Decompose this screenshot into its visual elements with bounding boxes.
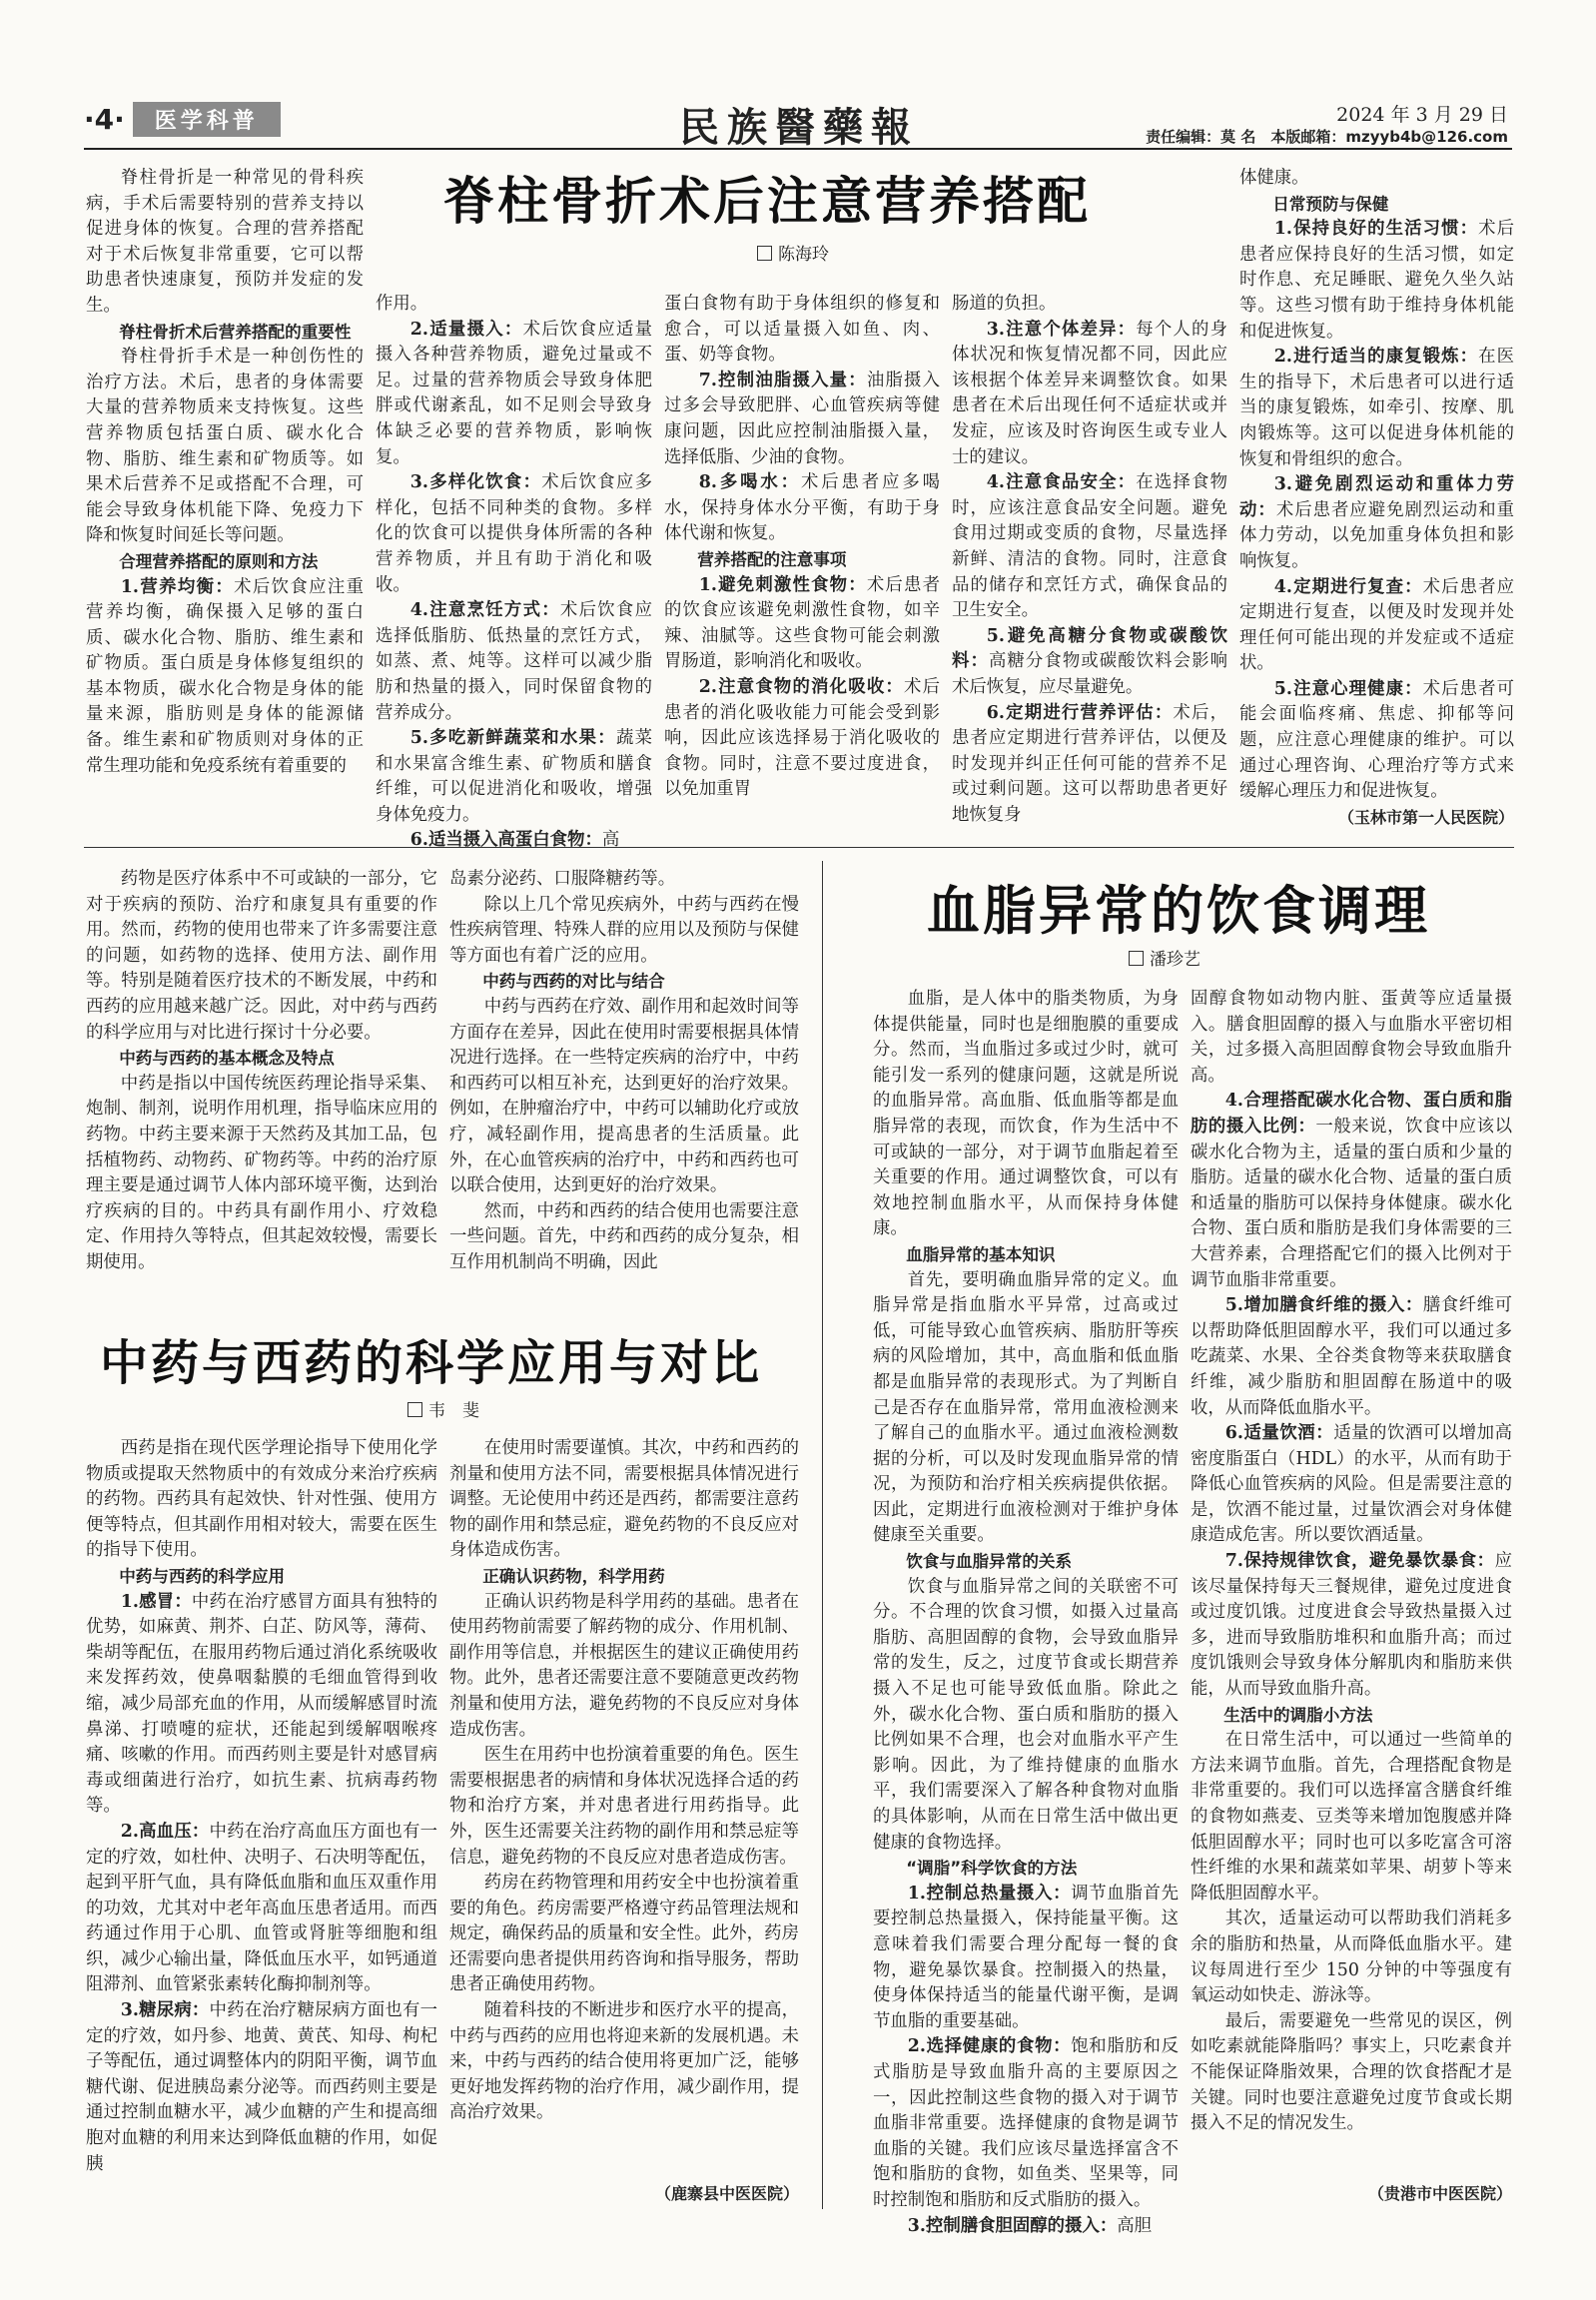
paragraph [873,2214,1179,2240]
paragraph [664,573,940,675]
header-rule [84,148,1512,150]
paragraph [873,2034,1179,2213]
paragraph: 药房在药物管理和用药安全中也扮演着重要的角色。药房需要严格遵守药品管理法规和规定，确保药品的质量和安全性。此外，药房还需要向患者提供用药咨询和指导服务，帮助患者正确使用药物。 [449,1873,799,1995]
paragraph [376,598,652,726]
paragraph-text: 术后饮食应注重营养均衡，确保摄入足够的蛋白质、碳水化合物、脂肪、维生素和矿物质。蛋白质是身体修复组织的基本物质，碳水化合物是身体的能量来源，脂肪则是身体的能源储备。维生素和矿物质则对身体的正常生理功能和免疫系统有着重要的 [86,576,364,776]
a3-source-wrap [1191,2181,1512,2211]
paragraph-text: 术后患者应避免剧烈运动和重体力劳动，以免加重身体负担和影响恢复。 [1239,499,1514,571]
paragraph-text: 每个人的身体状况和恢复情况都不同，因此应该根据个体差异来调整饮食。如果患者在术后出现任何不适症状或并发症，应该及时咨询医生或专业人士的建议。 [952,319,1227,467]
paragraph [664,675,940,803]
a1-col1 [86,166,364,815]
paragraph-lead: 2.高血压： [120,1821,210,1842]
a1-col4 [952,292,1227,851]
paragraph: 蛋白食物有助于身体组织的修复和愈合，可以适量摄入如鱼、肉、蛋、奶等食物。 [664,294,940,366]
a2-bot-col1 [86,1436,437,2205]
article-title-lipid: 血脂异常的饮食调理 [927,880,1430,942]
paragraph: 中药与西药在疗效、副作用和起效时间等方面存在差异，因此在使用时需要根据具体情况进行选择。在一些特定疾病的治疗中，中药和西药可以相互补充，达到更好的治疗效果。例如，在肿瘤治疗中，中药可以辅助化疗或放疗，减轻副作用，提高患者的生活质量。此外，在心血管疾病的治疗中，中药和西药也可以联合使用，达到更好的治疗效果。 [449,996,799,1196]
a1-col3 [664,292,940,851]
subheading: 脊柱骨折术后营养搭配的重要性 [119,322,352,342]
subheading: 合理营养搭配的原则和方法 [119,551,319,571]
paragraph [1191,1549,1512,1703]
article-author-spine: 陈海玲 [757,240,829,265]
paragraph [86,1820,437,1998]
article-title-medicine: 中药与西药的科学应用与对比 [100,1335,763,1391]
paragraph-lead: 6.适当摄入高蛋白食物： [409,830,602,851]
paragraph [1191,1089,1512,1293]
paragraph-text: 术后饮食应适量摄入各种营养物质，避免过量或不足。过量的营养物质会导致身体肥胖或代谢紊乱，如不足则会导致身体缺乏必要的营养物质，影响恢复。 [376,319,652,467]
paragraph: 固醇食物如动物内脏、蛋黄等应适量摄入。膳食胆固醇的摄入与血脂水平密切相关，过多摄入高胆固醇食物会导致血脂升高。 [1191,989,1512,1086]
paragraph: 体健康。 [1239,168,1309,188]
paragraph: 随着科技的不断进步和医疗水平的提高，中药与西药的应用也将迎来新的发展机遇。未来，中药与西药的结合使用将更加广泛，能够更好地发挥药物的治疗作用，减少副作用，提高治疗效果。 [449,2000,799,2123]
paragraph: 饮食与血脂异常之间的关联密不可分。不合理的饮食习惯，如摄入过量高脂肪、高胆固醇的食物，会导致血脂异常的发生，反之，过度节食或长期营养摄入不足也可能导致低血脂。除此之外，碳水化合物、蛋白质和脂肪的摄入比例如果不合理，也会对血脂水平产生影响。因此，为了维持健康的血脂水平，我们需要深入了解各种食物对血脂的具体影响，从而在日常生活中做出更健康的食物选择。 [873,1576,1179,1853]
paragraph-lead: 2.注意食物的消化吸收： [698,676,905,697]
subheading: “调脂”科学饮食的方法 [906,1859,1078,1879]
paragraph-lead: 5.注意心理健康： [1273,678,1423,699]
subheading: 饮食与血脂异常的关系 [906,1552,1073,1572]
a1-source-wrap [1239,805,1514,835]
paragraph-lead: 5.多吃新鲜蔬菜和水果： [409,728,616,749]
paragraph [952,470,1227,624]
paragraph-text: 中药在治疗糖尿病方面也有一定的疗效，如丹参、地黄、黄芪、知母、枸杞子等配伍，通过调整体内的阴阳平衡，调节血糖代谢、促进胰岛素分泌等。而西药则主要是通过控制血糖水平，减少血糖的产生和提高细胞对血糖的利用来达到降低血糖的作用，如促胰 [86,2000,437,2174]
page-section-tag [84,102,281,136]
paragraph-lead: 7.控制油脂摄入量： [698,370,867,390]
paragraph-text: 术后患者应多喝水，保持身体水分平衡，有助于身体代谢和恢复。 [664,472,940,544]
paragraph-text: 应该尽量保持每天三餐规律，避免过度进食或过度饥饿。过度进食会导致热量摄入过多，进而导致脂肪堆积和血脂升高；而过度饥饿则会导致身体分解肌肉和脂肪来供能，从而导致血脂升高。 [1191,1551,1512,1700]
a1-bottom-rule [84,847,1514,848]
paragraph-lead: 3.注意个体差异： [986,319,1137,340]
subheading: 中药与西药的基本概念及特点 [119,1049,335,1069]
article-author-lipid: 潘珍艺 [1129,945,1200,970]
paragraph-text: 在选择食物时，应该注意食品安全问题。避免食用过期或变质的食物，尽量选择新鲜、清洁的食物。同时，注意食品的储存和烹饪方式，确保食品的卫生安全。 [952,472,1227,621]
subheading: 日常预防与保健 [1272,194,1389,214]
paragraph: 医生在用药中也扮演着重要的角色。医生需要根据患者的病情和身体状况选择合适的药物和治疗方案，并对患者进行用药指导。此外，医生还需要关注药物的副作用和禁忌症等信息，避免药物的不良反应对患者造成伤害。 [449,1745,799,1868]
issue-date: 2024 年 3 月 29 日 [1336,104,1508,126]
paragraph-text: 术后患者应定期进行复查，以便及时发现并处理任何可能出现的并发症或不适症状。 [1239,576,1514,674]
paragraph-text: 蔬菜和水果富含维生素、矿物质和膳食纤维，可以促进消化和吸收，增强身体免疫力。 [376,728,652,825]
paragraph: 在使用时需要谨慎。其次，中药和西药的剂量和使用方法不同，需要根据具体情况进行调整。无论使用中药还是西药，都需要注意药物的副作用和禁忌症，避免药物的不良反应对身体造成伤害。 [449,1438,799,1561]
paragraph: 肠道的负担。 [952,294,1057,314]
paragraph [1239,677,1514,805]
paragraph-lead: 6.定期进行营养评估： [986,702,1174,723]
paragraph: 药物是医疗体系中不可或缺的一部分，它对于疾病的预防、治疗和康复具有重要的作用。然而，药物的使用也带来了许多需要注意的问题，如药物的选择、使用方法、副作用等。特别是随着医疗技术的不断发展，中药和西药的应用越来越广泛。因此，对中药与西药的科学应用与对比进行探讨十分必要。 [86,869,437,1043]
paragraph [664,470,940,547]
paragraph: 西药是指在现代医学理论指导下使用化学物质或提取天然物质中的有效成分来治疗疾病的药物。西药具有起效快、针对性强、使用方便等特点，但其副作用相对较大，需要在医生的指导下使用。 [86,1438,437,1561]
paragraph [952,624,1227,701]
paragraph-text: 术后饮食应选择低脂肪、低热量的烹饪方式，如蒸、煮、炖等。这样可以减少脂肪和热量的摄入，同时保留食物的营养成分。 [376,600,652,723]
subheading: 正确认识药物，科学用药 [482,1566,665,1586]
paragraph-lead: 2.进行适当的康复锻炼： [1273,347,1479,368]
paragraph [1191,1421,1512,1549]
a1-source: （玉林市第一人民医院） [1337,808,1514,827]
paragraph: 脊柱骨折手术是一种创伤性的治疗方法。术后，患者的身体需要大量的营养物质来支持恢复。这些营养物质包括蛋白质、碳水化合物、脂肪、维生素和矿物质等。如果术后营养不足或搭配不合理，可能会导致身体机能下降、免疫力下降和恢复时间延长等问题。 [86,347,364,546]
paragraph-lead: 5.增加膳食纤维的摄入： [1224,1295,1423,1316]
paragraph [1239,575,1514,677]
masthead: 民族醫藥報 [679,104,919,151]
paragraph-text: 一般来说，饮食中应该以碳水化合物为主，适量的蛋白质和少量的脂肪。适量的碳水化合物、适量的蛋白质和适量的脂肪可以保持身体健康。碳水化合物、蛋白质和脂肪是我们身体需要的三大营养素，合理搭配它们的摄入比例对于调节血脂非常重要。 [1191,1116,1512,1290]
paragraph: 作用。 [376,294,428,314]
paragraph-lead: 1.营养均衡： [120,576,235,597]
paragraph: 正确认识药物是科学用药的基础。患者在使用药物前需要了解药物的成分、作用机制、副作用等信息，并根据医生的建议正确使用药物。此外，患者还需要注意不要随意更改药物剂量和使用方法，避免药物的不良反应对身体造成伤害。 [449,1591,799,1740]
paragraph-lead: 4.注意烹饪方式： [409,600,560,621]
paragraph-lead: 1.避免刺激性食物： [698,574,867,595]
subheading: 中药与西药的科学应用 [119,1566,286,1586]
paragraph [376,470,652,598]
paragraph-text: 膳食纤维可以帮助降低胆固醇水平，我们可以通过多吃蔬菜、水果、全谷类食物等来获取膳食纤维，减少脂肪和胆固醇在肠道中的吸收，从而降低血脂水平。 [1191,1295,1512,1418]
paragraph-text: 术后患者应保持良好的生活习惯，如定时作息、充足睡眠、避免久坐久站等。这些习惯有助于维持身体机能和促进恢复。 [1239,219,1514,342]
a2-source-wrap [449,2181,799,2211]
paragraph [1239,472,1514,574]
subheading: 营养搭配的注意事项 [697,549,847,569]
paragraph [86,1590,437,1820]
paragraph-lead: 2.适量摄入： [409,319,523,340]
paragraph-text: 高 [601,830,620,851]
paragraph-lead: 7.保持规律饮食，避免暴饮暴食： [1224,1551,1495,1572]
paragraph-text: 中药在治疗高血压方面也有一定的疗效，如杜仲、决明子、石决明等配伍，起到平肝气血，具有降低血脂和血压双重作用的功效，尤其对中老年高血压患者适用。而西药通过作用于心肌、血管或肾脏等细胞和组织，减少心输出量，降低血压水平，如钙通道阻滞剂、血管紧张素转化酶抑制剂等。 [86,1821,437,1995]
paragraph [86,575,364,780]
a3-col2 [1191,987,1512,2175]
paragraph-lead: 5.避免高糖分食物或碳酸饮料： [952,625,1227,672]
paragraph-lead: 3.糖尿病： [120,2000,210,2021]
paragraph [664,369,940,470]
paragraph-text: 术后饮食应多样化，包括不同种类的食物。多样化的饮食可以提供身体所需的各种营养物质，并且有助于消化和吸收。 [376,472,652,595]
paragraph: 首先，要明确血脂异常的定义。血脂异常是指血脂水平异常，过高或过低，可能导致心血管疾病、脂肪肝等疾病的风险增加，其中，高血脂和低血脂都是血脂异常的表现形式。为了判断自己是否存在血脂异常，常用血液检测来了解自己的血脂水平。通过血液检测数据的分析，可以及时发现血脂异常的情况，为预防和治疗相关疾病提供依据。因此，定期进行血液检测对于维护身体健康至关重要。 [873,1269,1179,1546]
paragraph-text: 术后患者的消化吸收能力可能会受到影响，因此应该选择易于消化吸收的食物。同时，注意不要过度进食，以免加重胃 [664,676,940,800]
paragraph-text: 高糖分食物或碳酸饮料会影响术后恢复，应尽量避免。 [952,651,1227,697]
paragraph-lead: 3.多样化饮食： [409,472,542,493]
paragraph [376,726,652,828]
paragraph-lead: 1.感冒： [120,1591,192,1612]
a2-top-col1 [86,867,437,1302]
subheading: 生活中的调脂小方法 [1223,1705,1373,1725]
paragraph [873,1882,1179,2035]
paragraph-lead: 3.避免剧烈运动和重体力劳动： [1239,474,1514,520]
paragraph [86,1998,437,2177]
a2-top-col2 [449,867,799,1302]
paragraph [1191,1293,1512,1421]
a1-col5 [1239,166,1514,802]
paragraph: 除以上几个常见疾病外，中药与西药在慢性疾病管理、特殊人群的应用以及预防与保健等方面也有着广泛的应用。 [449,894,799,966]
paragraph-text: 调节血脂首先要控制总热量摄入，保持能量平衡。这意味着我们需要合理分配每一餐的食物，避免暴饮暴食。控制摄入的热量，使身体保持适当的能量代谢平衡，是调节血脂的重要基础。 [873,1883,1179,2031]
section-label: 医学科普 [133,102,281,137]
paragraph-lead: 4.注意食品安全： [986,472,1137,493]
paragraph: 最后，需要避免一些常见的误区，例如吃素就能降脂吗？事实上，只吃素食并不能保证降脂效果，合理的饮食搭配才是关键。同时也要注意避免过度节食或长期摄入不足的情况发生。 [1191,2010,1512,2134]
paragraph: 岛素分泌药、口服降糖药等。 [449,869,676,889]
a2-bot-col2 [449,1436,799,2175]
paragraph: 脊柱骨折是一种常见的骨科疾病，手术后需要特别的营养支持以促进身体的恢复。合理的营养搭配对于术后恢复非常重要，它可以帮助患者快速康复，预防并发症的发生。 [86,168,364,316]
paragraph-text: 饱和脂肪和反式脂肪是导致血脂升高的主要原因之一，因此控制这些食物的摄入对于调节血脂非常重要。选择健康的食物是调节血脂的关键。我们应该尽量选择富含不饱和脂肪的食物，如鱼类、坚果等，同时控制饱和脂肪和反式脂肪的摄入。 [873,2036,1179,2210]
paragraph-lead: 8.多喝水： [698,472,801,493]
paragraph-lead: 2.选择健康的食物： [907,2036,1072,2057]
column-divider [822,861,823,2209]
editor-info: 责任编辑：莫 名 本版邮箱：mzyyb4b@126.com [1146,128,1508,146]
a3-source: （贵港市中医医院） [1367,2184,1512,2203]
a3-col1 [873,987,1179,2236]
paragraph-text: 高胆 [1117,2215,1153,2236]
paragraph [376,318,652,471]
article-author-medicine: 韦 斐 [407,1396,479,1421]
paragraph: 然而，中药和西药的结合使用也需要注意一些问题。首先，中药和西药的成分复杂，相互作用机制尚不明确，因此 [449,1200,799,1272]
paragraph-text: 在医生的指导下，术后患者可以进行适当的康复锻炼，如牵引、按摩、肌肉锻炼等。这可以促进身体机能的恢复和骨组织的愈合。 [1239,347,1514,469]
paragraph: 其次，适量运动可以帮助我们消耗多余的脂肪和热量，从而降低血脂水平。建议每周进行至少 150 分钟的中等强度有氧运动如快走、游泳等。 [1191,1909,1512,2006]
page-number: ·4· [84,102,125,136]
paragraph-lead: 4.合理搭配碳水化合物、蛋白质和脂肪的摄入比例： [1191,1091,1512,1137]
paragraph: 在日常生活中，可以通过一些简单的方法来调节血脂。首先，合理搭配食物是非常重要的。我们可以选择富含膳食纤维的食物如燕麦、豆类等来增加饱腹感并降低胆固醇水平；同时也可以多吃富含可溶性纤维的水果和蔬菜如苹果、胡萝卜等来降低胆固醇水平。 [1191,1730,1512,1904]
paragraph-lead: 1.控制总热量摄入： [907,1883,1072,1904]
subheading: 血脂异常的基本知识 [906,1244,1056,1264]
paragraph-text: 术后患者可能会面临疼痛、焦虑、抑郁等问题，应注意心理健康的维护。可以通过心理咨询、心理治疗等方式来缓解心理压力和促进恢复。 [1239,678,1514,802]
paragraph [1239,345,1514,472]
paragraph [376,828,652,854]
paragraph-text: 油脂摄入过多会导致肥胖、心血管疾病等健康问题，因此应控制油脂摄入量，选择低脂、少油的食物。 [664,370,940,467]
paragraph-lead: 6.适量饮酒： [1224,1423,1334,1444]
paragraph [952,701,1227,829]
paragraph: 中药是指以中国传统医药理论指导采集、炮制、制剂，说明作用机理，指导临床应用的药物。中药主要来源于天然药及其加工品，包括植物药、动物药、矿物药等。中药的治疗原理主要是通过调节人体内部环境平衡，达到治疗疾病的目的。中药具有副作用小、疗效稳定、作用持久等特点，但其起效较慢，需要长期使用。 [86,1073,437,1272]
paragraph-text: 适量的饮酒可以增加高密度脂蛋白（HDL）的水平，从而有助于降低心血管疾病的风险。但是需要注意的是，饮酒不能过量，过量饮酒会对身体健康造成危害。所以要饮酒适量。 [1191,1423,1512,1546]
article-title-spine: 脊柱骨折术后注意营养搭配 [443,172,1092,232]
a2-source: （鹿寨县中医医院） [654,2184,799,2203]
paragraph-lead: 3.控制膳食胆固醇的摄入： [907,2215,1118,2236]
a1-col2 [376,292,652,851]
paragraph [952,318,1227,471]
paragraph-text: 术后，患者应定期进行营养评估，以便及时发现并纠正任何可能的营养不足或过剩问题。这可以帮助患者更好地恢复身 [952,702,1227,825]
paragraph: 血脂，是人体中的脂类物质，为身体提供能量，同时也是细胞膜的重要成分。然而，当血脂过多或过少时，就可能引发一系列的健康问题，这就是所说的血脂异常。高血脂、低血脂等都是血脂异常的表现，而饮食，作为生活中不可或缺的一部分，对于调节血脂起着至关重要的作用。通过调整饮食，可以有效地控制血脂水平，从而保持身体健康。 [873,989,1179,1239]
paragraph-text: 中药在治疗感冒方面具有独特的优势，如麻黄、荆芥、白芷、防风等，薄荷、柴胡等配伍，在服用药物后通过消化系统吸收来发挥药效，使鼻咽黏膜的毛细血管得到收缩，减少局部充血的作用，从而缓解感冒时流鼻涕、打喷嚏的症状，还能起到缓解咽喉疼痛、咳嗽的作用。而西药则主要是针对感冒病毒或细菌进行治疗，如抗生素、抗病毒药物等。 [86,1591,437,1817]
paragraph [1239,217,1514,345]
subheading: 中药与西药的对比与结合 [482,972,665,992]
paragraph-lead: 1.保持良好的生活习惯： [1273,219,1479,240]
paragraph-lead: 4.定期进行复查： [1273,576,1423,597]
paragraph-text: 术后患者的饮食应该避免刺激性食物，如辛辣、油腻等。这些食物可能会刺激胃肠道，影响消化和吸收。 [664,574,940,672]
